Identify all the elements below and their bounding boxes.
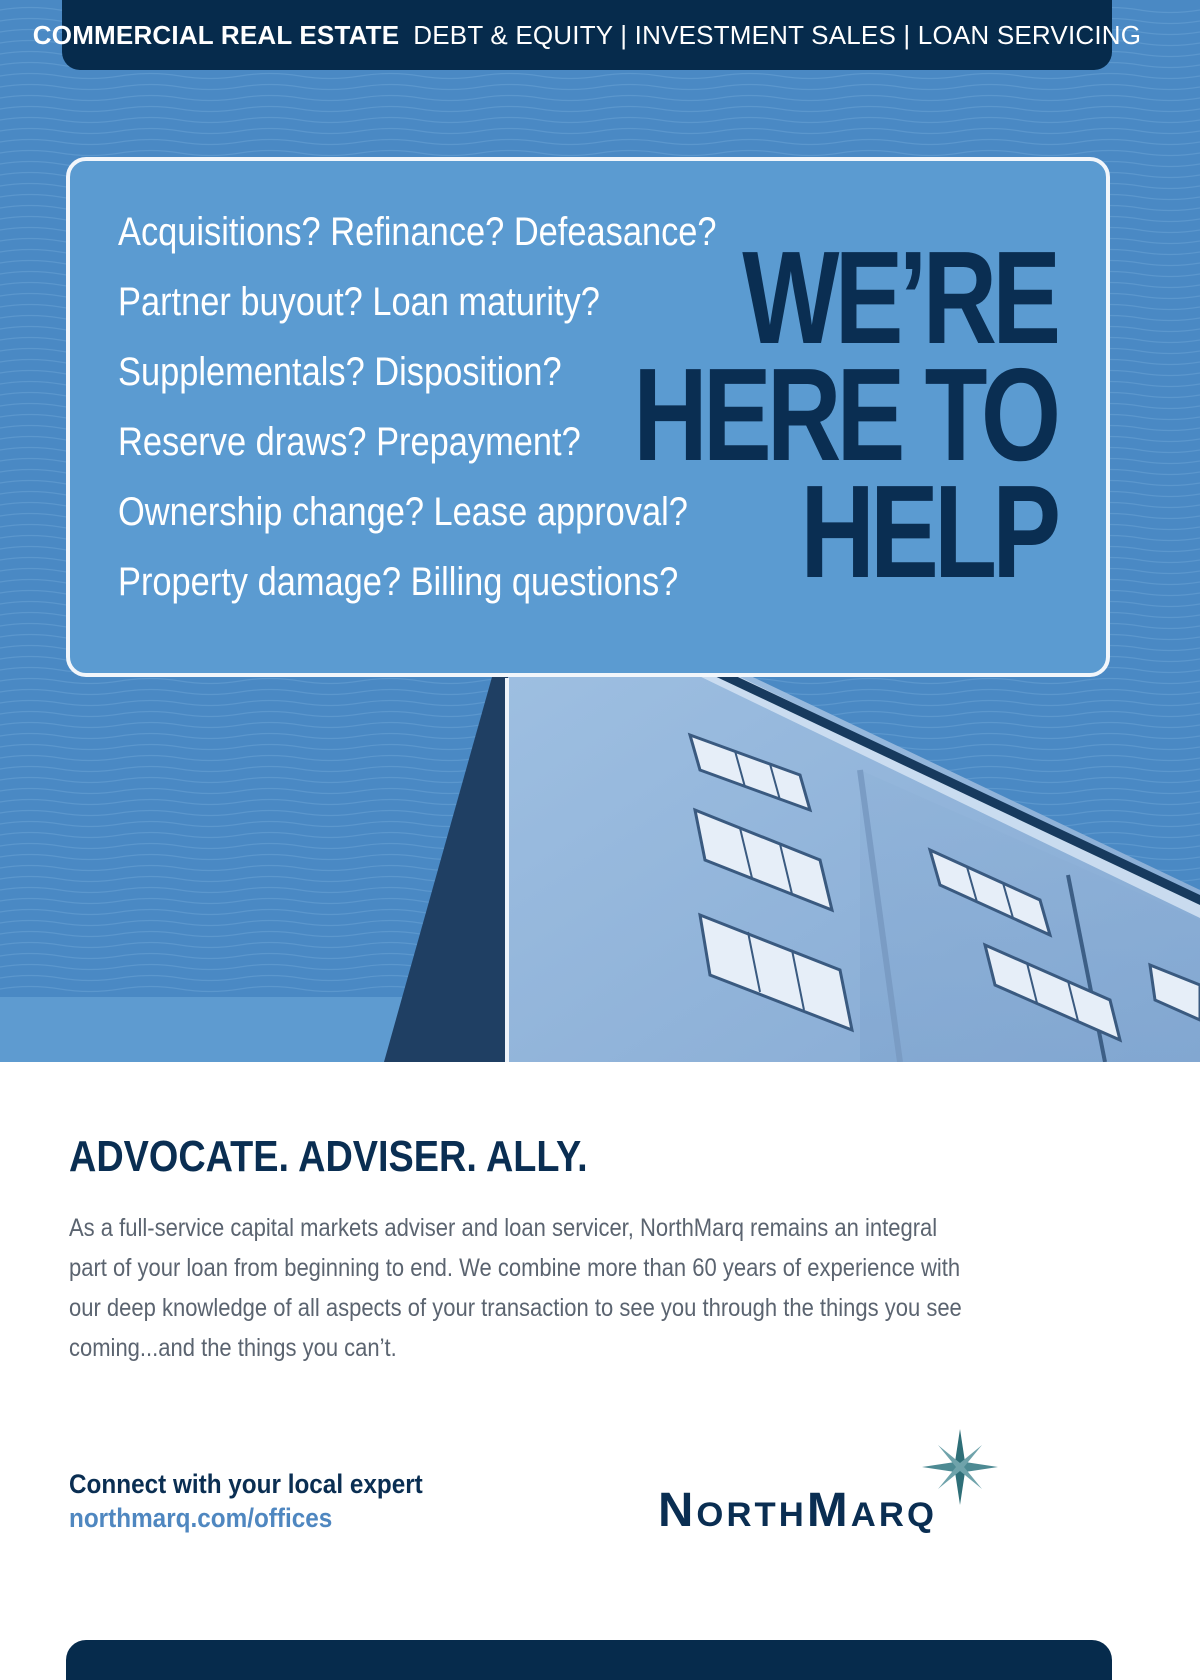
question-line: Reserve draws? Prepayment? bbox=[118, 420, 581, 464]
question-line: Supplementals? Disposition? bbox=[118, 350, 562, 394]
headline-line: HERE TO bbox=[632, 341, 1056, 488]
cta-label: Connect with your local expert bbox=[69, 1469, 423, 1499]
question-line: Partner buyout? Loan maturity? bbox=[118, 280, 600, 324]
question-line: Ownership change? Lease approval? bbox=[118, 490, 688, 534]
logo-wordmark: NorthMarq bbox=[658, 1484, 938, 1537]
services-header-bar bbox=[32, 0, 1142, 70]
body-paragraph: As a full-service capital markets adviser and loan servicer, NorthMarq remains an integral part of your loan from beginning to end. We combine more than 60 years of experience with our deep knowledge of all aspects of your transaction to see you through the things you see coming...and the things you can’t. bbox=[69, 1214, 962, 1362]
header-services: DEBT & EQUITY | INVESTMENT SALES | LOAN SERVICING bbox=[413, 19, 1142, 50]
tagline: ADVOCATE. ADVISER. ALLY. bbox=[69, 1132, 588, 1181]
offices-link[interactable]: northmarq.com/offices bbox=[69, 1503, 333, 1533]
headline bbox=[514, 224, 1056, 605]
contact-cta bbox=[69, 1467, 462, 1535]
headline-line: HELP bbox=[800, 458, 1056, 605]
content-section bbox=[69, 1132, 1029, 1368]
header-title: COMMERCIAL REAL ESTATE bbox=[32, 19, 400, 50]
question-line: Property damage? Billing questions? bbox=[118, 560, 679, 604]
headline-line: WE’RE bbox=[741, 224, 1056, 371]
question-sign bbox=[66, 157, 1110, 677]
sign-post bbox=[505, 678, 509, 1062]
question-line: Acquisitions? Refinance? Defeasance? bbox=[118, 210, 717, 254]
footer-bar bbox=[66, 1640, 1112, 1680]
northmarq-logo bbox=[658, 1427, 1058, 1539]
